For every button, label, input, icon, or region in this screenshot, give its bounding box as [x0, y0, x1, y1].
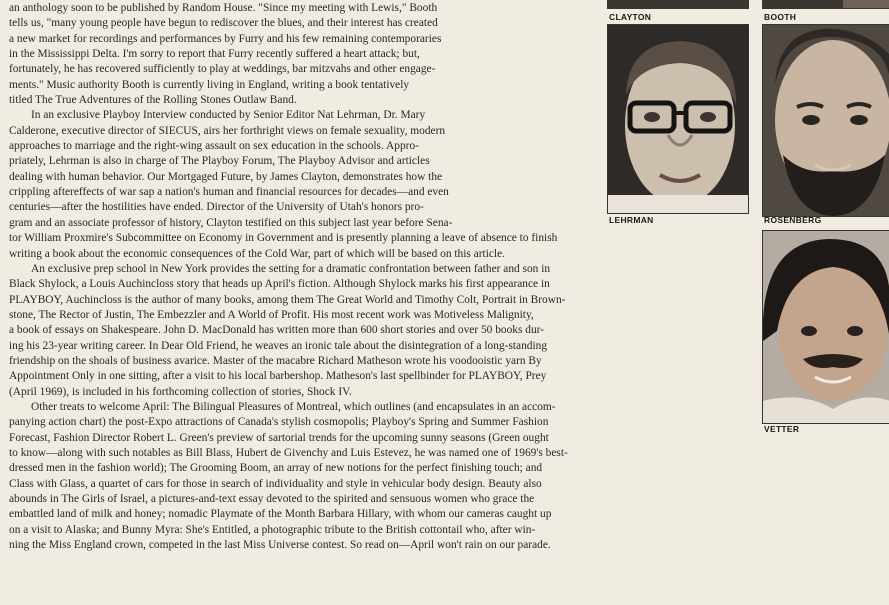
text-line: Black Shylock, a Louis Auchincloss story that heads up April's fiction. Although Shylock marks his first appearance in — [9, 278, 550, 291]
text-line: (April 1969), is included in his forthcoming collection of stories, Shock IV. — [9, 385, 352, 398]
text-line: tells us, "many young people have begun to rediscover the blues, and their interest has created — [9, 17, 438, 30]
text-line: panying action chart) the post-Expo attractions of Canada's stylish cosmopolis; Playboy's Spring and Summer Fashion — [9, 416, 549, 429]
text-line: a new market for recordings and performances by Furry and his few remaining contemporaries — [9, 32, 442, 45]
text-line: embattled land of milk and honey; nomadic Playmate of the Month Barbara Hillary, with whom our cameras caught up — [9, 508, 552, 521]
text-line: Class with Glass, a quartet of cars for those in search of individuality and style in vehicular body design. Beauty also — [9, 477, 542, 490]
text-line: An exclusive prep school in New York provides the setting for a dramatic confrontation between father and son in — [31, 262, 551, 275]
rosenberg-caption: ROSENBERG — [764, 215, 822, 225]
text-line: to know—along with such notables as Bill Blass, Hubert de Givenchy and Luis Estevez, he was named one of 1969's best- — [9, 446, 568, 459]
text-line: in the Mississippi Delta. I'm sorry to report that Furry recently suffered a heart attack; but, — [9, 48, 420, 61]
text-line: Calderone, executive director of SIECUS, airs her forthright views on female sexuality, modern — [9, 124, 446, 137]
rosenberg-photo — [762, 24, 889, 217]
text-line: stone, The Rector of Justin, The Embezzler and A World of Profit. His most recent work was Motiveless Malignity, — [9, 308, 534, 321]
text-line: on a visit to Alaska; and Bunny Myra: She's Entitled, a photographic tribute to the British cottontail who, after win- — [9, 523, 536, 536]
text-line: writing a book about the economic consequences of the Cold War, part of which will be based on this article. — [9, 247, 505, 260]
text-line: an anthology soon to be published by Random House. "Since my meeting with Lewis," Booth — [9, 2, 438, 14]
booth-caption: BOOTH — [764, 12, 797, 22]
text-line: dressed men in the fashion world); The Grooming Boom, an array of new notions for the perfect finishing touch; and — [9, 462, 543, 475]
clayton-photo — [607, 0, 749, 9]
text-line: crippling aftereffects of war sap a nation's human and financial resources for decades—and even — [9, 186, 449, 199]
text-line: Other treats to welcome April: The Bilingual Pleasures of Montreal, which outlines (and encapsulates in an accom- — [31, 400, 556, 413]
text-line: approaches to marriage and the right-wing assault on sex education in the schools. Appro- — [9, 140, 419, 153]
lehrman-caption: LEHRMAN — [609, 215, 654, 225]
text-line: titled The True Adventures of the Rolling Stones Outlaw Band. — [9, 94, 297, 107]
vetter-caption: VETTER — [764, 424, 800, 434]
vetter-photo — [762, 230, 889, 424]
text-line: a book of essays on Shakespeare. John D. MacDonald has written more than 600 short stories and over 50 books dur- — [9, 324, 545, 337]
text-line: ning the Miss England crown, competed in the last Miss Universe contest. So read on—April won't rain on our parade. — [9, 539, 551, 552]
booth-photo — [762, 0, 889, 9]
text-line: ments." Music authority Booth is currently living in England, writing a book tentatively — [9, 78, 410, 91]
lehrman-photo — [607, 24, 749, 214]
clayton-caption: CLAYTON — [609, 12, 652, 22]
text-line: In an exclusive Playboy Interview conducted by Senior Editor Nat Lehrman, Dr. Mary — [31, 109, 426, 122]
text-line: friendship on the shoals of business avarice. Master of the macabre Richard Matheson wrote his voodooistic yarn By — [9, 354, 542, 367]
text-line: PLAYBOY, Auchincloss is the author of many books, among them The Great World and Timothy Colt, Portrait in Brown- — [9, 293, 566, 306]
text-line: priately, Lehrman is also in charge of The Playboy Forum, The Playboy Advisor and articles — [9, 155, 430, 168]
text-line: Forecast, Fashion Director Robert L. Green's preview of sartorial trends for the upcoming sunny seasons (Green ought — [9, 431, 549, 444]
text-line: gram and an associate professor of history, Clayton testified on this subject last year before Sena- — [9, 216, 453, 229]
text-line: fortunately, he has recovered sufficiently to play at weddings, bar mitzvahs and other engage- — [9, 63, 436, 76]
text-line: centuries—after the hostilities have ended. Director of the University of Utah's honors pro- — [9, 201, 424, 214]
text-line: abounds in The Girls of Israel, a pictures-and-text essay devoted to the spirited and sensuous women who grace the — [9, 493, 535, 505]
text-line: dealing with human behavior. Our Mortgaged Future, by James Clayton, demonstrates how the — [9, 170, 443, 183]
text-line: Appointment Only in one sitting, after a visit to his local barbershop. Matheson's last spellbinder for PLAYBOY, Prey — [9, 370, 547, 383]
text-line: ing his 23-year writing career. In Dear Old Friend, he weaves an ironic tale about the disintegration of a long-standing — [9, 339, 548, 352]
text-line: tor William Proxmire's Subcommittee on Economy in Government and is presently planning a leave of absence to finish — [9, 232, 558, 245]
